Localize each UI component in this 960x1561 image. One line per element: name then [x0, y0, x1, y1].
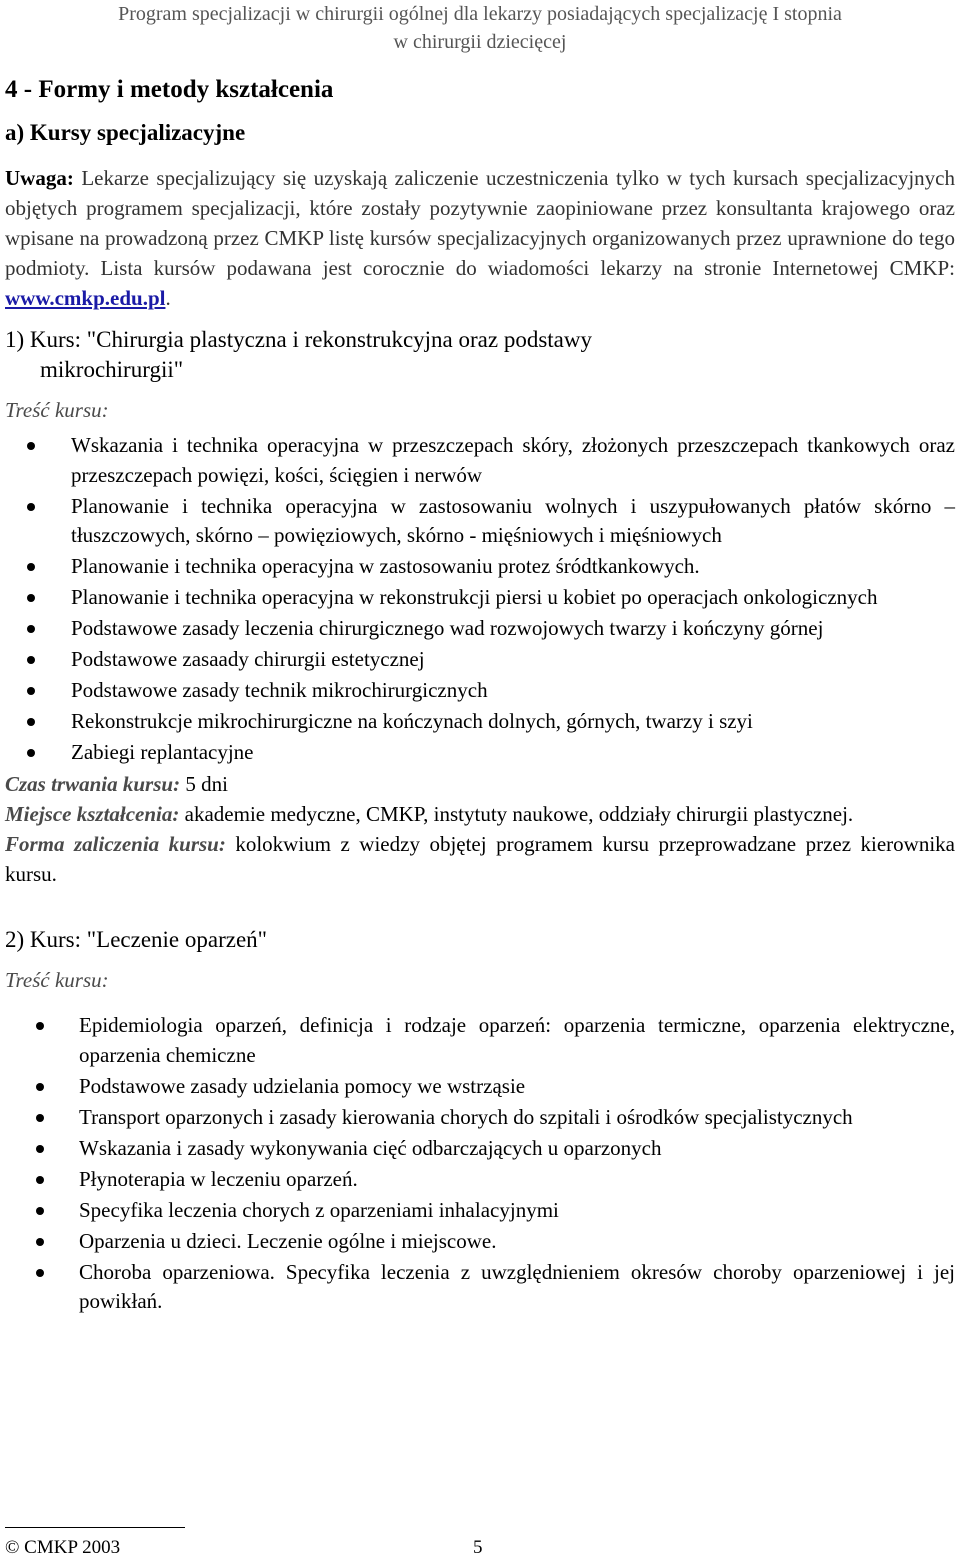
bullet-icon [27, 749, 35, 757]
duration-value: 5 dni [180, 772, 228, 796]
course1-content-list [5, 431, 955, 768]
course1-duration [5, 769, 955, 799]
bullet-icon [27, 656, 35, 664]
bullet-icon [27, 563, 35, 571]
page-number: 5 [473, 1537, 483, 1558]
list-item [5, 1103, 955, 1133]
course2-title: 2) Kurs: "Leczenie oparzeń" [5, 927, 268, 952]
bullet-icon [27, 442, 35, 450]
bullet-icon [36, 1207, 44, 1215]
list-item-text: Zabiegi replantacyjne [71, 740, 254, 764]
note-paragraph [5, 163, 955, 313]
list-item-text: Podstawowe zasady technik mikrochirurgicznych [71, 678, 488, 702]
list-item [5, 1011, 955, 1070]
list-item [5, 614, 955, 644]
course2-content-label: Treść kursu: [5, 968, 109, 992]
list-item [5, 1196, 955, 1226]
bullet-icon [27, 594, 35, 602]
course1-title-line2: mikrochirurgii" [40, 357, 184, 382]
form-value: kolokwium z wiedzy objętej programem kursu przeprowadzane przez kierownika kursu. [5, 832, 955, 886]
course1-place [5, 799, 955, 829]
list-item-text: Planowanie i technika operacyjna w rekonstrukcji piersi u kobiet po operacjach onkologicznych [71, 585, 878, 609]
list-item [5, 583, 955, 613]
subsection-title: a) Kursy specjalizacyjne [5, 120, 246, 145]
list-item [5, 645, 955, 675]
bullet-icon [27, 625, 35, 633]
header-line-1: Program specjalizacji w chirurgii ogólnej dla lekarzy posiadających specjalizację I stopnia [118, 3, 842, 25]
list-item [5, 552, 955, 582]
bullet-icon [36, 1176, 44, 1184]
document-body [5, 73, 955, 1318]
list-item-text: Planowanie i technika operacyjna w zastosowaniu wolnych i uszypułowanych płatów skórno – tłuszczowych, skórno – powięziowych, skórno - mięśniowych i mięśniowych [71, 493, 955, 547]
list-item [5, 492, 955, 551]
footer-copyright: © CMKP 2003 [5, 1537, 121, 1558]
place-value: akademie medyczne, CMKP, instytuty naukowe, oddziały chirurgii plastycznej. [179, 802, 854, 826]
bullet-icon [27, 503, 35, 511]
list-item [5, 1134, 955, 1164]
list-item [5, 431, 955, 490]
list-item-text: Płynoterapia w leczeniu oparzeń. [79, 1166, 358, 1191]
section-title: 4 - Formy i metody kształcenia [5, 76, 334, 103]
cmkp-link[interactable]: www.cmkp.edu.pl [5, 286, 166, 310]
list-item-text: Podstawowe zasady udzielania pomocy we wstrząsie [79, 1073, 526, 1098]
list-item-text: Choroba oparzeniowa. Specyfika leczenia z uwzględnieniem okresów choroby oparzeniowej i jej powikłań. [79, 1259, 955, 1313]
bullet-icon [36, 1269, 44, 1277]
list-item [5, 707, 955, 737]
bullet-icon [36, 1114, 44, 1122]
page-header [0, 0, 960, 56]
bullet-icon [36, 1022, 44, 1030]
header-line-2: w chirurgii dziecięcej [393, 31, 567, 53]
list-item-text: Epidemiologia oparzeń, definicja i rodzaje oparzeń: oparzenia termiczne, oparzenia elektryczne, oparzenia chemiczne [79, 1013, 955, 1067]
form-label: Forma zaliczenia kursu: [5, 832, 226, 856]
list-item-text: Wskazania i technika operacyjna w przeszczepach skóry, złożonych przeszczepach tkankowych oraz przeszczepach powięzi, kości, ścięgien i nerwów [71, 433, 955, 487]
list-item [5, 1072, 955, 1102]
note-lead: Uwaga: [5, 166, 74, 190]
note-text: Lekarze specjalizujący się uzyskają zaliczenie uczestniczenia tylko w tych kursach specjalizacyjnych objętych programem specjalizacji, które zostały pozytywnie zaopiniowane przez konsultanta krajowego oraz wpisane na prowadzoną przez CMKP listę kursów specjalizacyjnych organizowanych przez uprawnione do tego podmioty. Lista kursów podawana jest corocznie do wiadomości lekarzy na stronie Internetowej CMKP: [5, 166, 955, 280]
list-item-text: Specyfika leczenia chorych z oparzeniami inhalacyjnymi [79, 1197, 559, 1222]
list-item [5, 738, 955, 768]
course1-content-label: Treść kursu: [5, 398, 109, 422]
bullet-icon [27, 687, 35, 695]
bullet-icon [36, 1238, 44, 1246]
footer-divider [5, 1527, 185, 1528]
list-item [5, 1165, 955, 1195]
course1-title-line1: 1) Kurs: "Chirurgia plastyczna i rekonstrukcyjna oraz podstawy [5, 327, 593, 352]
note-after: . [165, 286, 171, 310]
course1-title [5, 325, 955, 385]
course1-form [5, 829, 955, 889]
bullet-icon [36, 1083, 44, 1091]
list-item-text: Planowanie i technika operacyjna w zastosowaniu protez śródtkankowych. [71, 554, 700, 578]
list-item [5, 1227, 955, 1257]
list-item-text: Wskazania i zasady wykonywania cięć odbarczających u oparzonych [79, 1135, 662, 1160]
bullet-icon [27, 718, 35, 726]
list-item-text: Transport oparzonych i zasady kierowania chorych do szpitali i ośrodków specjalistycznych [79, 1104, 853, 1129]
course2-content-list [5, 1011, 955, 1317]
list-item [5, 676, 955, 706]
list-item-text: Oparzenia u dzieci. Leczenie ogólne i miejscowe. [79, 1228, 497, 1253]
duration-label: Czas trwania kursu: [5, 772, 181, 796]
bullet-icon [36, 1145, 44, 1153]
list-item-text: Podstawowe zasady leczenia chirurgicznego wad rozwojowych twarzy i kończyny górnej [71, 616, 824, 640]
list-item [5, 1258, 955, 1317]
place-label: Miejsce kształcenia: [5, 802, 180, 826]
list-item-text: Rekonstrukcje mikrochirurgiczne na kończynach dolnych, górnych, twarzy i szyi [71, 709, 753, 733]
list-item-text: Podstawowe zasaady chirurgii estetycznej [71, 647, 425, 671]
